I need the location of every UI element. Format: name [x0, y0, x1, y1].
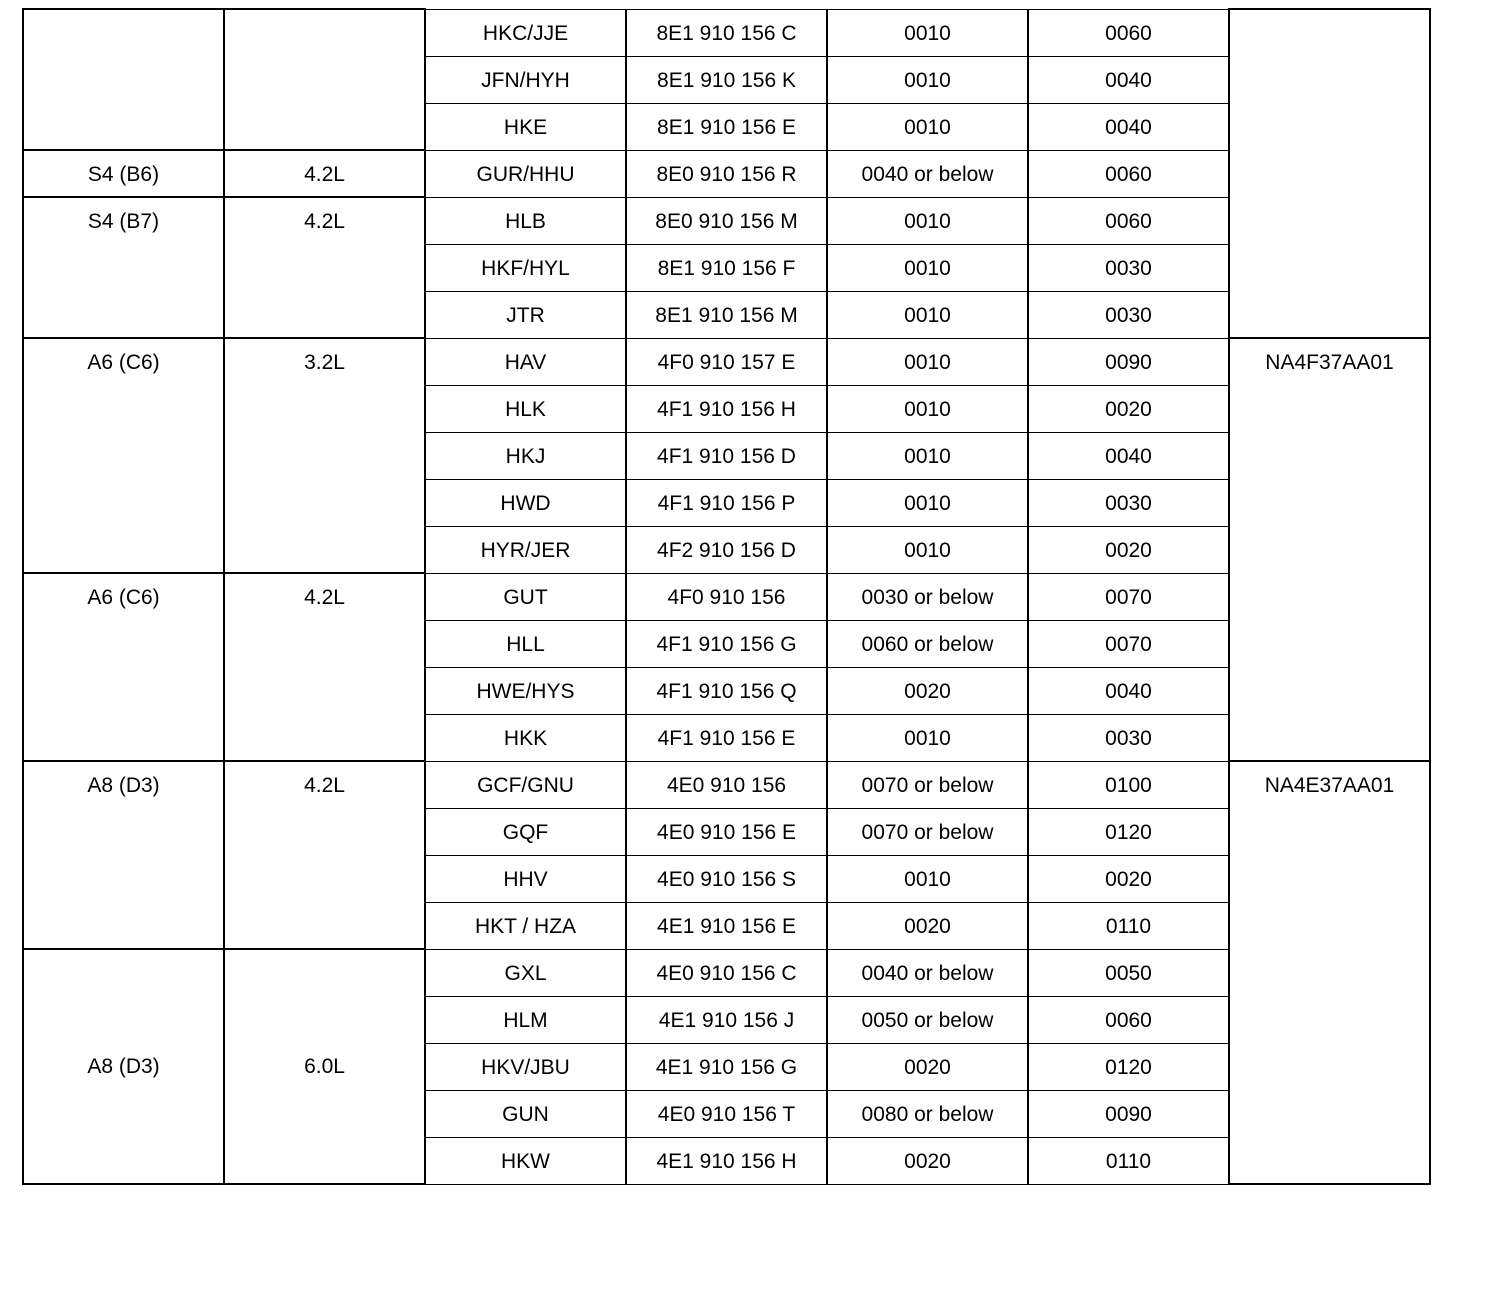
engine-code-cell: GCF/GNU	[425, 761, 626, 808]
engine-code-cell: HKJ	[425, 432, 626, 479]
from-version-cell: 0040 or below	[827, 949, 1028, 996]
part-number-cell: 8E0 910 156 M	[626, 197, 827, 244]
table-row	[23, 761, 1430, 808]
part-number-cell: 8E1 910 156 F	[626, 244, 827, 291]
to-version-cell: 0110	[1028, 1137, 1229, 1184]
from-version-cell: 0070 or below	[827, 808, 1028, 855]
part-number-cell: 8E1 910 156 E	[626, 103, 827, 150]
part-number-cell: 4F2 910 156 D	[626, 526, 827, 573]
from-version-cell: 0010	[827, 244, 1028, 291]
table-row	[23, 197, 1430, 244]
to-version-cell: 0040	[1028, 56, 1229, 103]
engine-cell	[224, 9, 425, 150]
part-number-cell: 8E0 910 156 R	[626, 150, 827, 197]
from-version-cell: 0040 or below	[827, 150, 1028, 197]
engine-code-cell: HKT / HZA	[425, 902, 626, 949]
to-version-cell: 0070	[1028, 620, 1229, 667]
part-number-cell: 4E0 910 156	[626, 761, 827, 808]
to-version-cell: 0090	[1028, 338, 1229, 385]
engine-code-cell: JFN/HYH	[425, 56, 626, 103]
engine-code-cell: HAV	[425, 338, 626, 385]
part-number-cell: 4E1 910 156 H	[626, 1137, 827, 1184]
part-number-cell: 4F1 910 156 P	[626, 479, 827, 526]
from-version-cell: 0030 or below	[827, 573, 1028, 620]
model-cell: S4 (B6)	[23, 150, 224, 197]
from-version-cell: 0010	[827, 714, 1028, 761]
to-version-cell: 0060	[1028, 996, 1229, 1043]
to-version-cell: 0060	[1028, 197, 1229, 244]
from-version-cell: 0010	[827, 291, 1028, 338]
to-version-cell: 0040	[1028, 432, 1229, 479]
part-number-cell: 8E1 910 156 C	[626, 9, 827, 56]
part-number-cell: 4F0 910 157 E	[626, 338, 827, 385]
engine-code-cell: HKE	[425, 103, 626, 150]
to-version-cell: 0020	[1028, 526, 1229, 573]
table-row	[23, 949, 1430, 996]
from-version-cell: 0010	[827, 338, 1028, 385]
engine-code-cell: HLK	[425, 385, 626, 432]
engine-cell: 4.2L	[224, 761, 425, 949]
table-row	[23, 338, 1430, 385]
table-row	[23, 9, 1430, 56]
part-number-cell: 4E1 910 156 J	[626, 996, 827, 1043]
to-version-cell: 0090	[1028, 1090, 1229, 1137]
engine-code-cell: GUR/HHU	[425, 150, 626, 197]
campaign-cell	[1229, 9, 1430, 338]
model-cell: A6 (C6)	[23, 338, 224, 573]
engine-cell: 4.2L	[224, 150, 425, 197]
engine-code-cell: HKW	[425, 1137, 626, 1184]
engine-cell: 3.2L	[224, 338, 425, 573]
to-version-cell: 0040	[1028, 103, 1229, 150]
part-number-cell: 4F1 910 156 G	[626, 620, 827, 667]
from-version-cell: 0010	[827, 479, 1028, 526]
from-version-cell: 0010	[827, 526, 1028, 573]
from-version-cell: 0010	[827, 9, 1028, 56]
table-row	[23, 150, 1430, 197]
from-version-cell: 0020	[827, 667, 1028, 714]
engine-code-cell: HKV/JBU	[425, 1043, 626, 1090]
from-version-cell: 0080 or below	[827, 1090, 1028, 1137]
from-version-cell: 0010	[827, 197, 1028, 244]
from-version-cell: 0020	[827, 1043, 1028, 1090]
from-version-cell: 0010	[827, 432, 1028, 479]
part-number-cell: 4E0 910 156 E	[626, 808, 827, 855]
engine-code-cell: HYR/JER	[425, 526, 626, 573]
engine-code-cell: HLL	[425, 620, 626, 667]
part-number-cell: 8E1 910 156 K	[626, 56, 827, 103]
software-version-table	[22, 8, 1431, 1185]
part-number-cell: 8E1 910 156 M	[626, 291, 827, 338]
model-cell	[23, 9, 224, 150]
to-version-cell: 0060	[1028, 150, 1229, 197]
from-version-cell: 0070 or below	[827, 761, 1028, 808]
model-cell: A8 (D3)	[23, 761, 224, 949]
part-number-cell: 4F1 910 156 H	[626, 385, 827, 432]
part-number-cell: 4E0 910 156 T	[626, 1090, 827, 1137]
part-number-cell: 4E0 910 156 S	[626, 855, 827, 902]
part-number-cell: 4F0 910 156	[626, 573, 827, 620]
campaign-cell: NA4E37AA01	[1229, 761, 1430, 1184]
to-version-cell: 0120	[1028, 1043, 1229, 1090]
engine-cell: 4.2L	[224, 197, 425, 338]
from-version-cell: 0010	[827, 103, 1028, 150]
engine-code-cell: HLB	[425, 197, 626, 244]
model-cell: S4 (B7)	[23, 197, 224, 338]
to-version-cell: 0020	[1028, 385, 1229, 432]
to-version-cell: 0040	[1028, 667, 1229, 714]
engine-code-cell: HHV	[425, 855, 626, 902]
to-version-cell: 0110	[1028, 902, 1229, 949]
engine-code-cell: GQF	[425, 808, 626, 855]
part-number-cell: 4E1 910 156 E	[626, 902, 827, 949]
part-number-cell: 4F1 910 156 D	[626, 432, 827, 479]
to-version-cell: 0030	[1028, 244, 1229, 291]
table-body	[23, 9, 1430, 1184]
to-version-cell: 0050	[1028, 949, 1229, 996]
engine-code-cell: GXL	[425, 949, 626, 996]
to-version-cell: 0060	[1028, 9, 1229, 56]
engine-code-cell: HWD	[425, 479, 626, 526]
engine-code-cell: GUT	[425, 573, 626, 620]
engine-code-cell: HKF/HYL	[425, 244, 626, 291]
engine-code-cell: HKC/JJE	[425, 9, 626, 56]
table-row	[23, 573, 1430, 620]
from-version-cell: 0020	[827, 902, 1028, 949]
engine-code-cell: HLM	[425, 996, 626, 1043]
part-number-cell: 4F1 910 156 Q	[626, 667, 827, 714]
to-version-cell: 0020	[1028, 855, 1229, 902]
from-version-cell: 0060 or below	[827, 620, 1028, 667]
to-version-cell: 0120	[1028, 808, 1229, 855]
from-version-cell: 0010	[827, 56, 1028, 103]
campaign-cell: NA4F37AA01	[1229, 338, 1430, 761]
part-number-cell: 4E0 910 156 C	[626, 949, 827, 996]
engine-code-cell: HKK	[425, 714, 626, 761]
to-version-cell: 0030	[1028, 479, 1229, 526]
model-cell: A6 (C6)	[23, 573, 224, 761]
model-cell: A8 (D3)	[23, 949, 224, 1184]
from-version-cell: 0010	[827, 855, 1028, 902]
engine-cell: 4.2L	[224, 573, 425, 761]
to-version-cell: 0100	[1028, 761, 1229, 808]
engine-cell: 6.0L	[224, 949, 425, 1184]
from-version-cell: 0010	[827, 385, 1028, 432]
to-version-cell: 0030	[1028, 291, 1229, 338]
part-number-cell: 4E1 910 156 G	[626, 1043, 827, 1090]
engine-code-cell: GUN	[425, 1090, 626, 1137]
to-version-cell: 0030	[1028, 714, 1229, 761]
engine-code-cell: HWE/HYS	[425, 667, 626, 714]
from-version-cell: 0020	[827, 1137, 1028, 1184]
from-version-cell: 0050 or below	[827, 996, 1028, 1043]
part-number-cell: 4F1 910 156 E	[626, 714, 827, 761]
to-version-cell: 0070	[1028, 573, 1229, 620]
engine-code-cell: JTR	[425, 291, 626, 338]
